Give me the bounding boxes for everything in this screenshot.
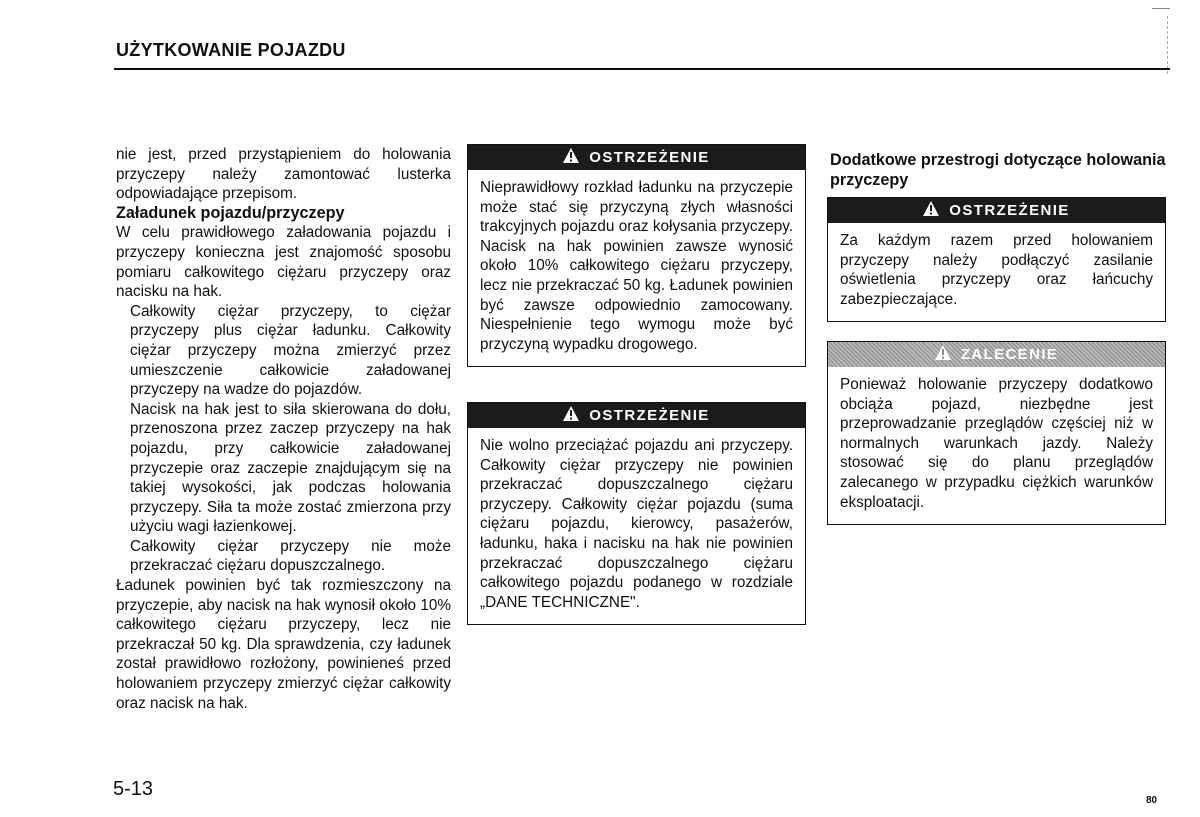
paragraph-distribution: Ładunek powinien być tak rozmieszczony na przyczepie, aby nacisk na hak wynosił około 10% całkowitego ciężaru przyczepy, lecz nie przekraczał 50 kg. Dla sprawdzenia, czy ładunek został prawidłowo rozłożony, powinieneś przed holowaniem przyczepy zmierzyć ciężar całkowity oraz nacisk na hak.	[116, 577, 451, 712]
section-title: UŻYTKOWANIE POJAZDU	[116, 40, 346, 60]
warning-triangle-icon	[563, 406, 579, 425]
warning-text: Nie wolno przeciążać pojazdu ani przyczepy. Całkowity ciężar przyczepy nie powinien przekraczać dopuszczalnego ciężaru przyczepy. Całkowity ciężar pojazdu (suma ciężaru pojazdu, kierowcy, pasażerów, ładunku, haka i nacisku na hak nie powinien przekraczać dopuszczalnego ciężaru całkowitego pojazdu podanego w rozdziale „DANE TECHNICZNE".	[480, 437, 793, 611]
paragraph-intro: W celu prawidłowego załadowania pojazdu i przyczepy konieczna jest znajomość sposobu pomiaru całkowitego ciężaru przyczepy oraz nacisku na hak.	[116, 224, 451, 301]
warning-triangle-icon	[563, 148, 579, 167]
warning-text: Za każdym razem przed holowaniem przyczepy należy podłączyć zasilanie oświetlenia przyczepy oraz łańcuchy zabezpieczające.	[840, 232, 1153, 308]
warning-box-load-distribution	[467, 144, 806, 367]
warning-header	[468, 403, 805, 428]
recommendation-box	[827, 341, 1166, 525]
warning-text: Nieprawidłowy rozkład ładunku na przyczepie może stać się przyczyną złych własności trakcyjnych pojazdu oraz kołysania przyczepy. Nacisk na hak powinien zawsze wynosić około 10% całkowitego ciężaru przyczepy, lecz nie przekraczać 50 kg. Ładunek powinien być zawsze odpowiednio zamocowany. Niespełnienie tego wymogu może być przyczyną wypadku drogowego.	[480, 179, 793, 353]
corner-tick-mark	[1167, 16, 1169, 74]
page-number: 5-13	[113, 778, 154, 800]
warning-triangle-icon	[935, 345, 951, 364]
recommendation-label: ZALECENIE	[960, 346, 1059, 363]
subheading-loading: Załadunek pojazdu/przyczepy	[116, 203, 345, 222]
recommendation-header	[828, 342, 1165, 367]
warning-header	[828, 198, 1165, 223]
paragraph-mirrors: nie jest, przed przystąpieniem do holowania przyczepy należy zamontować lusterka odpowiadające przepisom.	[116, 146, 451, 203]
warning-label: OSTRZEŻENIE	[589, 149, 710, 166]
sheet-number: 80	[1146, 795, 1158, 806]
warning-box-overload	[467, 402, 806, 625]
warning-label: OSTRZEŻENIE	[949, 202, 1070, 219]
recommendation-text: Ponieważ holowanie przyczepy dodatkowo obciąża pojazd, niezbędne jest przeprowadzanie przeglądów częściej niż w normalnych warunkach jazdy. Należy stosować się do planu przeglądów zalecanego w przypadku ciężkich warunków eksploatacji.	[840, 376, 1153, 511]
left-column	[116, 145, 451, 713]
paragraph-total-weight: Całkowity ciężar przyczepy, to ciężar przyczepy plus ciężar ładunku. Całkowity ciężar przyczepy można zmierzyć przez umieszczenie całkowicie załadowanej przyczepy na wadze do pojazdów.	[130, 302, 451, 399]
paragraph-tongue-load: Nacisk na hak jest to siła skierowana do dołu, przenoszona przez zaczep przyczepy na hak pojazdu, przy całkowicie załadowanej przyczepie oraz zaczepie znajdującym się na takiej wysokości, jak podczas holowania przyczepy. Siła ta może zostać zmierzona przy użyciu wagi łazienkowej.	[130, 400, 451, 536]
warning-label: OSTRZEŻENIE	[589, 407, 710, 424]
paragraph-limit: Całkowity ciężar przyczepy nie może przekraczać ciężaru dopuszczalnego.	[130, 537, 451, 575]
corner-crop-mark	[1152, 8, 1170, 9]
section-heading-additional: Dodatkowe przestrogi dotyczące holowania przyczepy	[830, 151, 1166, 189]
header-divider	[114, 68, 1170, 70]
warning-box-lights-chains	[827, 197, 1166, 322]
warning-header	[468, 145, 805, 170]
warning-triangle-icon	[923, 201, 939, 220]
